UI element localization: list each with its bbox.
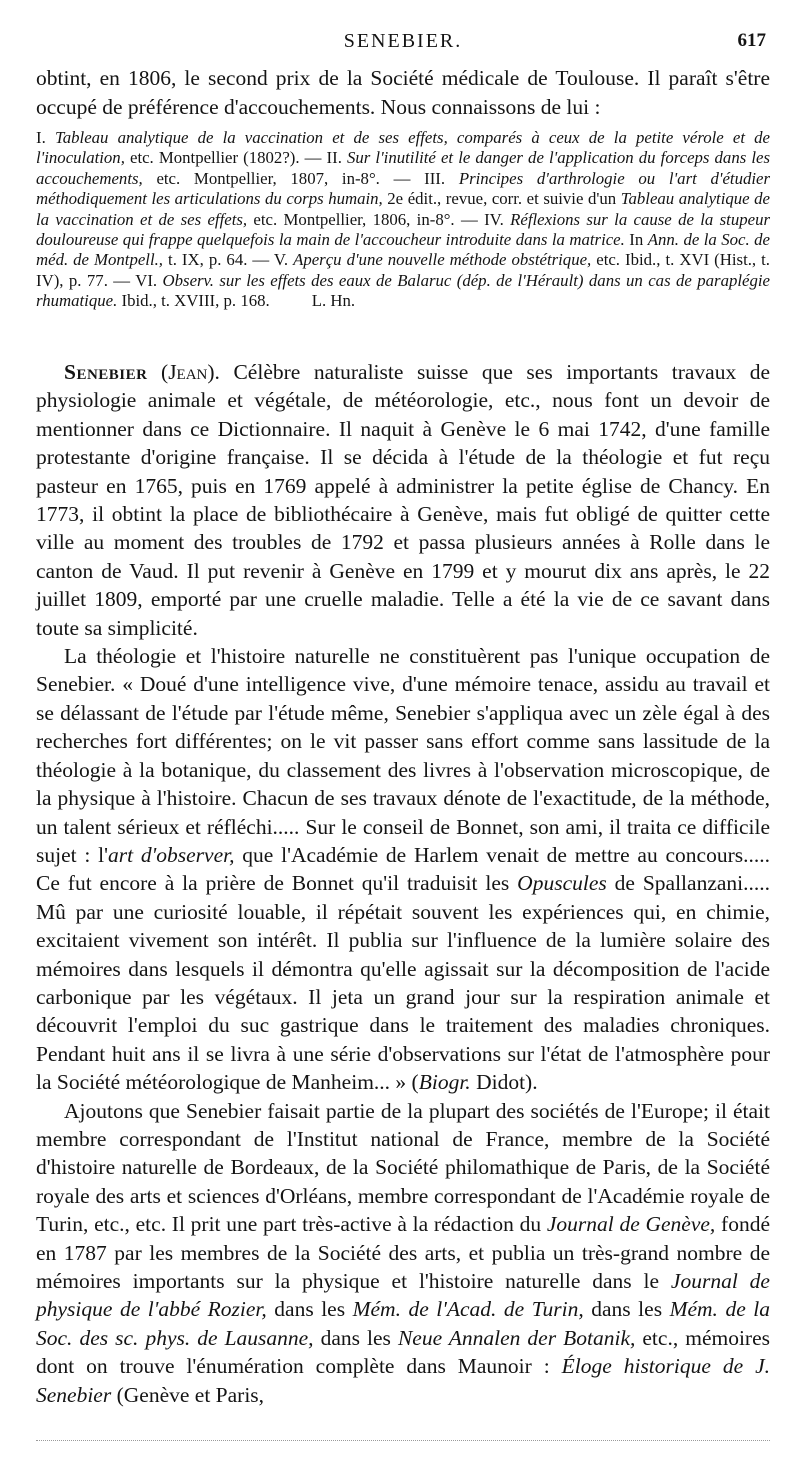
footer-rule xyxy=(36,1440,770,1441)
article-senebier xyxy=(36,358,770,1409)
article-run: dans les xyxy=(313,1325,398,1350)
biblio-run: Ibid., t. XVIII, p. 168. xyxy=(117,291,270,311)
running-title: SENEBIER. xyxy=(343,30,463,52)
article-run: fondé en 1787 par les membres de la Société des arts, et publia un très-grand nombre de mémoires importants sur la physique et l'histoire naturelle dans le xyxy=(36,1212,770,1293)
biblio-italic-run: Ann. de la Soc. de méd. de Montpell., xyxy=(36,230,771,270)
biblio-italic-run: Réflexions sur la cause de la stupeur douloureuse qui frappe quelquefois la main de l'accoucheur introduite dans la matrice. xyxy=(36,209,770,250)
article-run: dans les xyxy=(583,1297,670,1322)
biblio-run: 2e édit., revue, corr. et suivie d'un xyxy=(382,189,621,209)
running-head xyxy=(36,30,770,56)
article-run: de Spallanzani..... Mû par une curiosité louable, il répétait souvent les expériences qui, en chimie, excitaient vivement son intérêt. Il publia sur l'influence de la lumière solaire des mémoires dans lesquels il démontra qu'elle agissait sur la décomposition de l'acide carbonique par les végétaux. Il jeta un grand jour sur la respiration animale et découvrit l'emploi du suc gastrique dans le traitement des maladies chroniques. Pendant huit ans il se livra à une série d'observations sur l'état de l'atmosphère pour la Société météorologique de Manheim... » ( xyxy=(36,871,771,1095)
article-italic-run: Journal de Genève, xyxy=(546,1212,716,1237)
intro-paragraph xyxy=(36,64,770,122)
biblio-italic-run: Tableau analytique de la vaccination et de ses effets, xyxy=(36,189,770,229)
biblio-run: etc. Montpellier, 1807, in-8°. — III. xyxy=(142,168,459,188)
article-italic-run: Opuscules xyxy=(517,871,607,896)
article-paragraph xyxy=(36,358,770,642)
article-run: Célèbre naturaliste suisse que ses importants travaux de physiologie animale et végétale, de météorologie, etc., nous font un devoir de mentionner dans ce Dictionnaire. Il naquit à Genève le 6 mai 1742, d'une famille protestante d'origine française. Il se décida à l'étude de la théologie et fut reçu pasteur en 1765, puis en 1769 appelé à administrer la petite église de Chancy. En 1773, il obtint la place de bibliothécaire à Genève, mais fut obligé de quitter cette ville au moment des troubles de 1792 et passa plusieurs années à Rolle dans le canton de Vaud. Il put revenir à Genève en 1799 et y mourut dix ans après, le 22 juillet 1809, emporté par une cruelle maladie. Telle a été la vie de ce savant dans toute sa simplicité. xyxy=(36,360,771,640)
article-run: Didot). xyxy=(470,1070,538,1095)
article-run: que l'Académie de Harlem venait de mettre au concours..... Ce fut encore à la prière de Bonnet qu'il traduisit les xyxy=(36,842,770,896)
article-paragraph xyxy=(36,642,770,1097)
biblio-italic-run: Principes d'arthrologie ou l'art d'étudier méthodiquement les articulations du corps humain, xyxy=(36,168,771,209)
article-run: Ajoutons que Senebier faisait partie de la plupart des sociétés de l'Europe; il était membre correspondant de l'Institut national de France, membre de la Société d'histoire naturelle de Bordeaux, de la Société philomathique de Paris, de la Société royale des arts et sciences d'Orléans, membre correspondant de l'Académie royale de Turin, etc., etc. Il prit une part très-active à la rédaction du xyxy=(36,1098,770,1237)
article-run: etc., mémoires dont on trouve l'énumération complète dans Maunoir : xyxy=(36,1325,771,1379)
article-italic-run: Mém. de l'Acad. de Turin, xyxy=(352,1297,584,1322)
article-italic-run: Éloge historique de J. Senebier xyxy=(36,1354,770,1407)
biblio-run: etc. Ibid., t. XVI (Hist., t. IV), p. 77. — VI. xyxy=(36,250,771,290)
article-italic-run: art d'observer, xyxy=(108,842,235,867)
intro-text: obtint, en 1806, le second prix de la Société médicale de Toulouse. Il paraît s'être occupé de préférence d'accouchements. Nous connaissons de lui : xyxy=(36,66,770,119)
biblio-italic-run: Tableau analytique de la vaccination et de ses effets, comparés à ceux de la petite vérole et de l'inoculation, xyxy=(36,128,770,168)
biblio-run: etc. Montpellier (1802?). — II. xyxy=(124,148,348,168)
page-number: 617 xyxy=(737,30,766,51)
article-run: dans les xyxy=(266,1297,353,1322)
article-italic-run: Biogr. xyxy=(418,1070,471,1095)
biblio-run: t. IX, p. 64. — V. xyxy=(163,250,294,270)
biblio-run: In xyxy=(624,230,648,250)
biblio-run: I. xyxy=(36,128,55,147)
article-italic-run: Mém. de la Soc. des sc. phys. de Lausanne, xyxy=(36,1297,770,1350)
bibliography-text xyxy=(36,128,770,312)
biblio-run: etc. Montpellier, 1806, in-8°. — IV. xyxy=(247,209,511,229)
biblio-italic-run: Sur l'inutilité et le danger de l'application du forceps dans les accouchements, xyxy=(36,148,770,188)
headword: Senebier xyxy=(64,360,148,384)
headword-given-name: (Jean). xyxy=(161,360,220,384)
article-run: (Genève et Paris, xyxy=(111,1382,265,1407)
biblio-italic-run: Aperçu d'une nouvelle méthode obstétrique, xyxy=(293,250,592,270)
author-signature: L. Hn. xyxy=(311,291,356,311)
article-run: La théologie et l'histoire naturelle ne constituèrent pas l'unique occupation de Senebier. « Doué d'une intelligence vive, d'une mémoire tenace, assidu au travail et se délassant de l'étude par l'étude même, Senebier s'appliqua avec un zèle égal à des recherches fort différentes; on le vit passer sans effort comme sans lassitude de la théologie à la botanique, du classement des livres à l'observation microscopique, de la physique à l'histoire. Chacun de ses travaux dénote de l'exactitude, de la méthode, un talent sérieux et réfléchi..... Sur le conseil de Bonnet, son ami, il traita ce difficile sujet : l' xyxy=(36,644,770,867)
bibliography-block xyxy=(36,128,770,312)
article-italic-run: Journal de physique de l'abbé Rozier, xyxy=(36,1269,770,1322)
article-italic-run: Neue Annalen der Botanik, xyxy=(397,1325,636,1350)
article-paragraph xyxy=(36,1097,770,1409)
biblio-italic-run: Observ. sur les effets des eaux de Balaruc (dép. de l'Hérault) dans un cas de paraplégie rhumatique. xyxy=(36,270,770,311)
